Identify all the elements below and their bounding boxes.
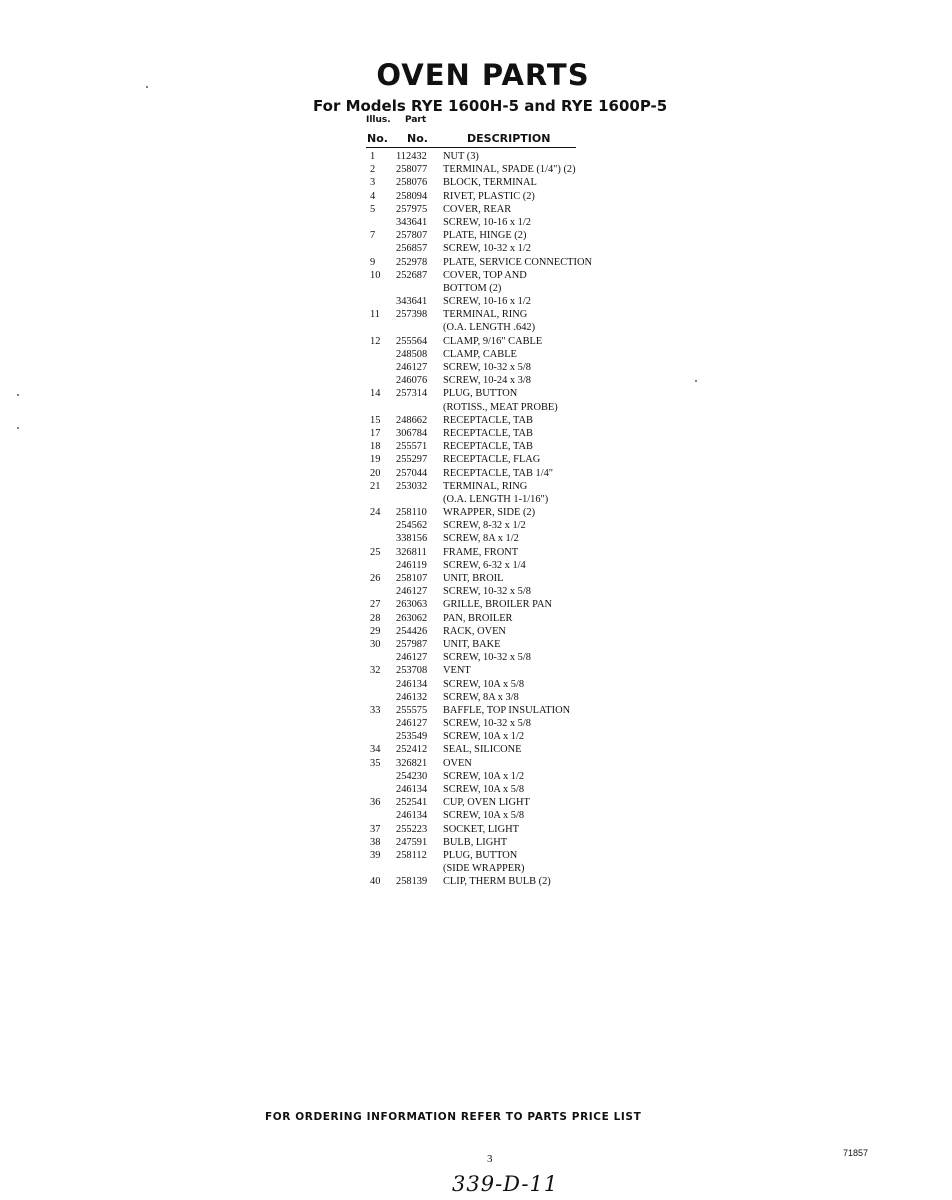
header-part-label: Part: [405, 115, 427, 125]
illus-number: 3: [370, 177, 376, 189]
part-description: RECEPTACLE, TAB: [443, 427, 533, 439]
part-description: SCREW, 8A x 3/8: [443, 691, 519, 703]
illus-number: 36: [370, 797, 381, 809]
part-description: SCREW, 10A x 5/8: [443, 810, 525, 822]
part-number: 246134: [396, 678, 428, 690]
part-description: SCREW, 10-32 x 5/8: [443, 652, 531, 664]
part-description: PLUG, BUTTON: [443, 388, 518, 400]
part-description: (ROTISS., MEAT PROBE): [443, 401, 558, 413]
part-number: 246134: [396, 784, 428, 795]
part-description: VENT: [443, 665, 471, 677]
illus-number: 10: [370, 269, 381, 281]
header-description: DESCRIPTION: [467, 132, 551, 145]
ordering-info-note: FOR ORDERING INFORMATION REFER TO PARTS PRICE LIST: [265, 1111, 642, 1123]
illus-number: 32: [370, 665, 381, 677]
illus-number: 18: [370, 441, 381, 453]
part-number: 343641: [396, 296, 428, 308]
table-header: [366, 131, 576, 148]
part-number: 338156: [396, 533, 428, 545]
illus-number: 5: [370, 203, 376, 215]
part-description: (O.A. LENGTH 1-1/16"): [443, 493, 549, 505]
part-description: BAFFLE, TOP INSULATION: [443, 704, 571, 716]
part-number: 257044: [396, 467, 428, 479]
illus-number: 40: [370, 876, 381, 888]
part-number: 254562: [396, 520, 428, 532]
part-description: RECEPTACLE, FLAG: [443, 454, 541, 466]
part-number: 253708: [396, 665, 428, 677]
page-title: OVEN PARTS: [376, 58, 590, 92]
part-description: CUP, OVEN LIGHT: [443, 797, 530, 809]
part-number: 343641: [396, 216, 428, 228]
part-description: SEAL, SILICONE: [443, 744, 522, 756]
part-description: TERMINAL, RING: [443, 480, 528, 492]
part-description: CLIP, THERM BULB (2): [443, 876, 551, 888]
part-description: RECEPTACLE, TAB: [443, 414, 533, 426]
page-number: 3: [487, 1153, 493, 1165]
illus-number: 24: [370, 507, 381, 519]
part-description: COVER, REAR: [443, 203, 512, 215]
part-description: TERMINAL, RING: [443, 309, 528, 321]
part-description: OVEN: [443, 757, 472, 769]
illus-number: 9: [370, 256, 376, 268]
part-number: 255297: [396, 454, 428, 466]
part-number: 246134: [396, 810, 428, 822]
part-number: 254230: [396, 770, 428, 782]
header-illus-label: Illus.: [366, 115, 391, 125]
part-description: GRILLE, BROILER PAN: [443, 599, 553, 611]
part-number: 246132: [396, 691, 428, 703]
part-description: SCREW, 6-32 x 1/4: [443, 559, 526, 571]
part-number: 246127: [396, 586, 428, 598]
part-description: SCREW, 8A x 1/2: [443, 533, 519, 545]
part-number: 326821: [396, 757, 428, 769]
illus-number: 7: [370, 230, 376, 242]
part-number: 258076: [396, 177, 428, 189]
illus-number: 20: [370, 467, 381, 479]
illus-number: 35: [370, 757, 381, 769]
part-description: SCREW, 10-16 x 1/2: [443, 216, 531, 228]
illus-number: 2: [370, 164, 376, 176]
illus-number: 11: [370, 309, 381, 321]
part-description: UNIT, BAKE: [443, 638, 501, 650]
part-number: 255571: [396, 441, 428, 453]
scan-speck: [17, 427, 19, 429]
part-description: RECEPTACLE, TAB: [443, 441, 533, 453]
part-number: 255223: [396, 823, 428, 835]
part-description: SCREW, 10A x 5/8: [443, 784, 525, 795]
part-number: 247591: [396, 836, 428, 848]
illus-number: 26: [370, 573, 381, 584]
header-part-no: No.: [407, 132, 428, 145]
part-number: 248662: [396, 414, 428, 426]
part-number: 257975: [396, 203, 428, 215]
illus-number: 25: [370, 546, 381, 558]
part-number: 246076: [396, 375, 428, 387]
part-description: RECEPTACLE, TAB 1/4": [443, 467, 554, 479]
part-number: 252412: [396, 744, 428, 756]
part-description: SCREW, 10A x 1/2: [443, 770, 525, 782]
part-description: SCREW, 10-24 x 3/8: [443, 375, 531, 387]
illus-number: 14: [370, 388, 381, 400]
part-number: 248508: [396, 348, 428, 360]
part-description: BLOCK, TERMINAL: [443, 177, 537, 189]
part-description: PLUG, BUTTON: [443, 849, 518, 861]
part-description: BULB, LIGHT: [443, 836, 508, 848]
header-illus-no: No.: [367, 132, 388, 145]
part-description: NUT (3): [443, 151, 479, 162]
part-description: BOTTOM (2): [443, 282, 502, 294]
scan-speck: [17, 394, 19, 396]
scan-speck: [146, 86, 148, 88]
part-number: 253549: [396, 731, 428, 743]
part-description: (SIDE WRAPPER): [443, 863, 525, 875]
part-description: UNIT, BROIL: [443, 573, 504, 584]
part-description: SCREW, 10-32 x 1/2: [443, 243, 531, 255]
part-description: SOCKET, LIGHT: [443, 823, 519, 835]
part-number: 258139: [396, 876, 428, 888]
part-number: 112432: [396, 151, 427, 162]
part-description: RIVET, PLASTIC (2): [443, 190, 535, 202]
part-number: 255575: [396, 704, 428, 716]
part-number: 306784: [396, 427, 428, 439]
part-number: 252687: [396, 269, 428, 281]
part-number: 246127: [396, 362, 428, 373]
document-number: 71857: [843, 1148, 869, 1158]
part-number: 246127: [396, 652, 428, 664]
part-number: 263063: [396, 599, 428, 611]
part-description: FRAME, FRONT: [443, 546, 519, 558]
illus-number: 30: [370, 638, 381, 650]
illus-number: 17: [370, 427, 381, 439]
part-number: 263062: [396, 612, 428, 624]
part-description: PLATE, HINGE (2): [443, 230, 527, 242]
part-number: 257398: [396, 309, 428, 321]
scan-speck: [695, 380, 697, 382]
part-description: SCREW, 10A x 1/2: [443, 731, 525, 743]
part-number: 254426: [396, 625, 428, 637]
illus-number: 39: [370, 849, 381, 861]
part-number: 246119: [396, 559, 427, 571]
part-number: 257987: [396, 638, 428, 650]
illus-number: 33: [370, 704, 381, 716]
part-description: SCREW, 10-32 x 5/8: [443, 586, 531, 598]
part-number: 252541: [396, 797, 428, 809]
part-number: 253032: [396, 480, 428, 492]
part-description: (O.A. LENGTH .642): [443, 322, 536, 334]
part-description: SCREW, 10-32 x 5/8: [443, 718, 531, 730]
part-description: PAN, BROILER: [443, 612, 513, 624]
illus-number: 38: [370, 836, 381, 848]
part-description: COVER, TOP AND: [443, 269, 527, 281]
part-number: 255564: [396, 335, 428, 347]
part-number: 258094: [396, 190, 428, 202]
part-number: 256857: [396, 243, 428, 255]
part-number: 258110: [396, 507, 427, 519]
page-subtitle: For Models RYE 1600H-5 and RYE 1600P-5: [313, 97, 668, 115]
illus-number: 37: [370, 823, 381, 835]
illus-number: 27: [370, 599, 381, 611]
part-description: TERMINAL, SPADE (1/4") (2): [443, 164, 576, 176]
part-description: PLATE, SERVICE CONNECTION: [443, 256, 592, 268]
illus-number: 4: [370, 190, 376, 202]
part-description: CLAMP, 9/16" CABLE: [443, 335, 543, 347]
illus-number: 12: [370, 335, 381, 347]
part-number: 258077: [396, 164, 428, 176]
illus-number: 29: [370, 625, 381, 637]
part-description: CLAMP, CABLE: [443, 348, 517, 360]
part-number: 326811: [396, 546, 427, 558]
part-number: 257314: [396, 388, 428, 400]
part-number: 258112: [396, 849, 427, 861]
illus-number: 21: [370, 480, 381, 492]
illus-number: 19: [370, 454, 381, 466]
part-description: SCREW, 8-32 x 1/2: [443, 520, 526, 532]
illus-number: 34: [370, 744, 381, 756]
part-description: SCREW, 10A x 5/8: [443, 678, 525, 690]
part-number: 258107: [396, 573, 428, 584]
part-number: 257807: [396, 230, 428, 242]
part-description: WRAPPER, SIDE (2): [443, 507, 536, 519]
illus-number: 15: [370, 414, 381, 426]
part-description: SCREW, 10-16 x 1/2: [443, 296, 531, 308]
part-description: RACK, OVEN: [443, 625, 506, 637]
part-number: 252978: [396, 256, 428, 268]
illus-number: 28: [370, 612, 381, 624]
part-number: 246127: [396, 718, 428, 730]
handwritten-note: 339-D-11: [452, 1172, 559, 1196]
illus-number: 1: [370, 151, 376, 162]
part-description: SCREW, 10-32 x 5/8: [443, 362, 531, 373]
